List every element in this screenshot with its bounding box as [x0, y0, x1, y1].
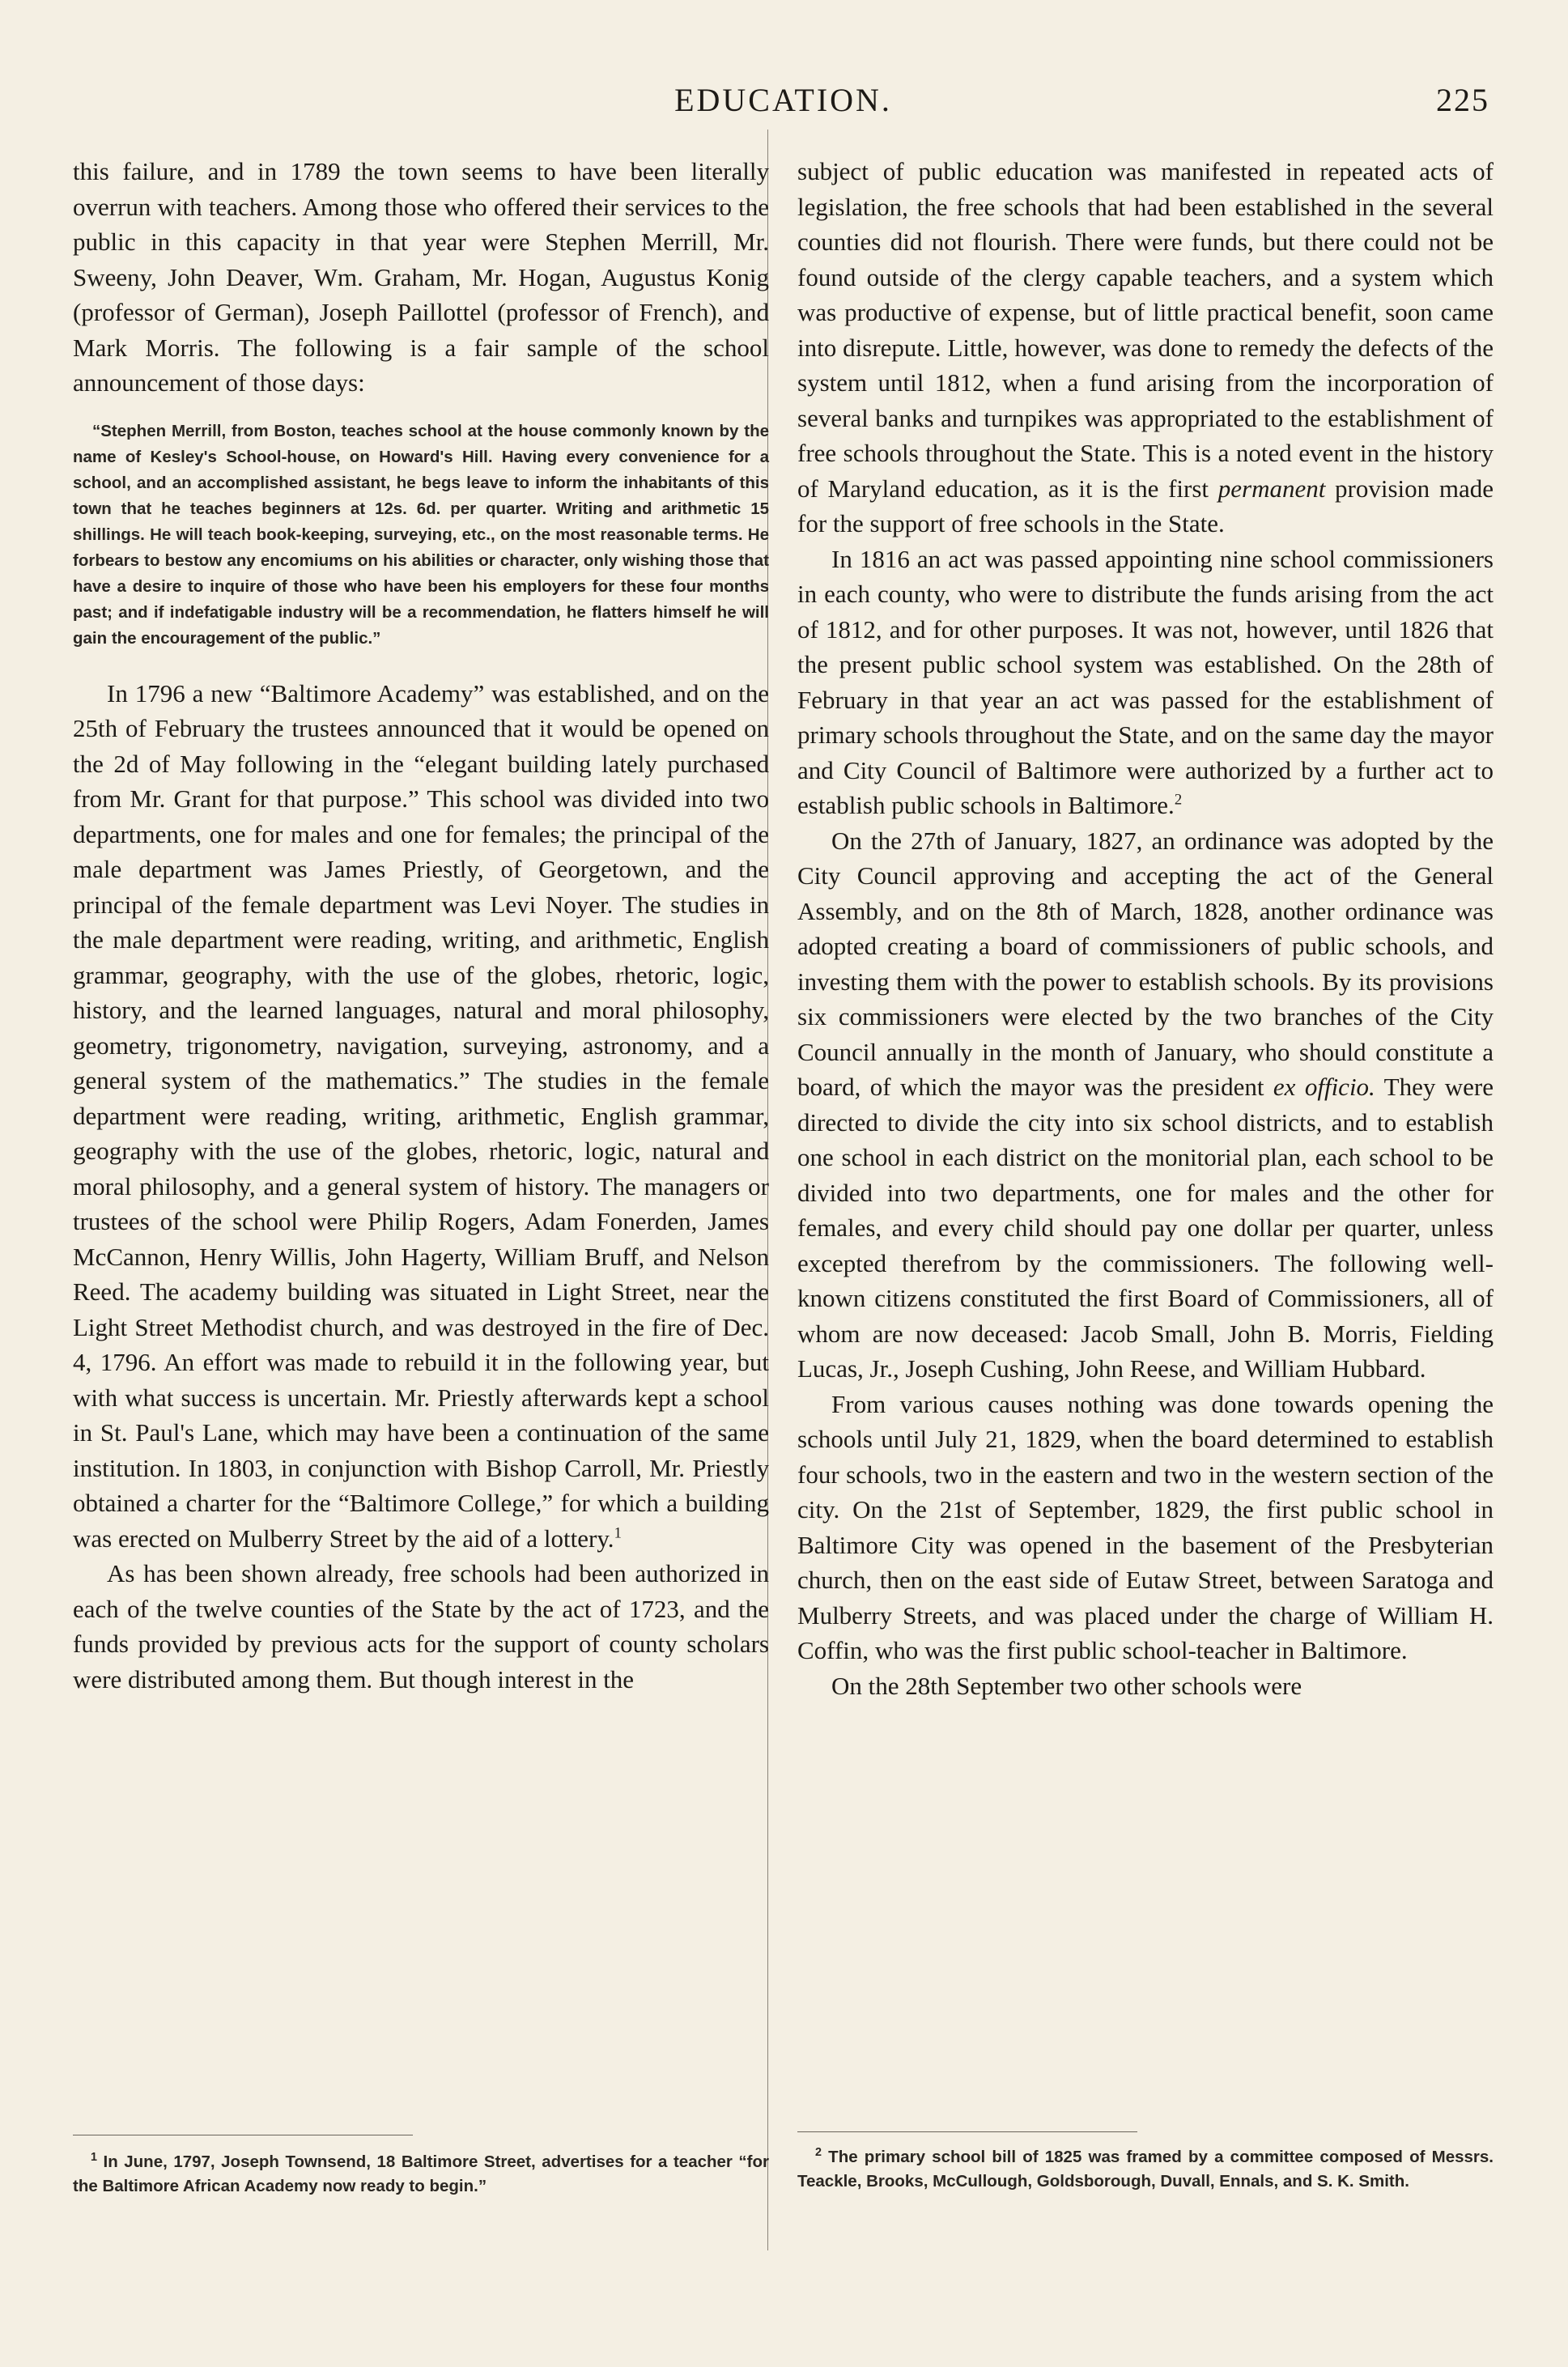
paragraph-other-schools: On the 28th September two other schools were: [831, 1671, 1302, 1700]
paragraph-free-schools: As has been shown already, free schools had been authorized in each of the twelve counties of the State by the act of 1723, and the funds provided by previous acts for the support of county scholars were distributed among them. But though interest in the: [73, 1559, 769, 1693]
footnote-text: In June, 1797, Joseph Townsend, 18 Baltimore Street, advertises for a teacher “for the Baltimore African Academy now ready to begin.”: [73, 2152, 769, 2195]
quoted-announcement: “Stephen Merrill, from Boston, teaches school at the house commonly known by the name of Kesley's School-house, on Howard's Hill. Having every convenience for a school, and an accomplished assistant, he begs leave to inform the inhabitants of this town that he teaches beginners at 12s. 6d. per quarter. Writing and arithmetic 15 shillings. He will teach book-keeping, surveying, etc., on the most reasonable terms. He forbears to bestow any encomiums on his abilities or character, only wishing those that have a desire to inquire of those who have been his employers for these four months past; and if indefatigable industry will be a recommendation, he flatters himself he will gain the encouragement of the public.”: [73, 421, 769, 648]
paragraph-text-end: provision made for the support of free schools in the State.: [797, 474, 1494, 538]
paragraph-first-school: From various causes nothing was done towards opening the schools until July 21, 1829, when the board determined to establish four schools, two in the eastern and two in the western section of the city. On the 21st of September, 1829, the first public school in Baltimore City was opened in the basement of the Presbyterian church, then on the east side of Eutaw Street, between Saratoga and Mulberry Streets, and was placed under the charge of William H. Coffin, who was the first public school-teacher in Baltimore.: [797, 1389, 1494, 1664]
paragraph-text: subject of public education was manifested in repeated acts of legislation, the free schools that had been established in the several counties did not flourish. There were funds, but there could not be found outside of the clergy capable teachers, and a system which was productive of expense, but of little practical benefit, soon came into disrepute. Little, however, was done to remedy the defects of the system until 1812, when a fund arising from the incorporation of several banks and turnpikes was appropriated to the establishment of free schools throughout the State. This is a noted event in the history of Maryland education, as it is the first: [797, 157, 1494, 503]
emphasis-text: permanent: [1217, 474, 1326, 503]
page-number: 225: [1436, 82, 1489, 118]
footnote-reference: 1: [614, 1524, 622, 1542]
running-title: EDUCATION.: [674, 82, 892, 118]
footnote-text: The primary school bill of 1825 was framed by a committee composed of Messrs. Teackle, Brooks, McCullough, Goldsborough, Duvall, Ennals, and S. K. Smith.: [797, 2148, 1494, 2191]
paragraph-continued: this failure, and in 1789 the town seems to have been literally overrun with teachers. Among those who offered their services to the public in this capacity in that year were Stephen Merrill, Mr. Sweeny, John Deaver, Wm. Graham, Mr. Hogan, Augustus Konig (professor of German), Joseph Paillottel (professor of French), and Mark Morris. The following is a fair sample of the school announcement of those days:: [73, 157, 769, 397]
paragraph-baltimore-academy: [73, 676, 769, 1557]
footnote-mark: 1: [91, 2151, 97, 2165]
paragraph-text: On the 27th of January, 1827, an ordinance was adopted by the City Council approving and accepting the act of the General Assembly, and on the 8th of March, 1828, another ordinance was adopted creating a board of commissioners of public schools, and investing them with the power to establish schools. By its provisions six commissioners were elected by the two branches of the City Council annually in the month of January, who should constitute a board, of which the mayor was the president: [797, 826, 1494, 1101]
left-column: [73, 154, 769, 1697]
footnote-mark: 2: [815, 2146, 822, 2160]
footnote-reference: 2: [1174, 791, 1183, 809]
paragraph-1816-act: [797, 542, 1494, 823]
paragraph-1827-ordinance: [797, 823, 1494, 1387]
paragraph-public-education: [797, 154, 1494, 542]
running-head: [77, 74, 1489, 123]
right-column: [797, 154, 1494, 1703]
paragraph-text-end: They were directed to divide the city into six school districts, and to establish one school in each district on the monitorial plan, each school to be divided into two departments, one for males and the other for females, and every child should pay one dollar per quarter, unless excepted therefrom by the commissioners. The following well-known citizens constituted the first Board of Commissioners, all of whom are now deceased: Jacob Small, John B. Morris, Fielding Lucas, Jr., Joseph Cushing, John Reese, and William Hubbard.: [797, 1073, 1494, 1383]
footnote-2: [797, 2145, 1494, 2194]
emphasis-text: ex officio.: [1273, 1073, 1375, 1101]
paragraph-text: In 1796 a new “Baltimore Academy” was established, and on the 25th of February the trustees announced that it would be opened on the 2d of May following in the “elegant building lately purchased from Mr. Grant for that purpose.” This school was divided into two departments, one for males and one for females; the principal of the male department was James Priestly, of Georgetown, and the principal of the female department was Levi Noyer. The studies in the male department were reading, writing, and arithmetic, English grammar, geography, with the use of the globes, rhetoric, logic, history, and the learned languages, natural and moral philosophy, geometry, trigonometry, navigation, surveying, astronomy, and a general system of the mathematics.” The studies in the female department were reading, writing, arithmetic, English grammar, geography with the use of the globes, rhetoric, logic, natural and moral philosophy, and a general system of history. The managers or trustees of the school were Philip Rogers, Adam Fonerden, James McCannon, Henry Willis, John Hagerty, William Bruff, and Nelson Reed. The academy building was situated in Light Street, near the Light Street Methodist church, and was destroyed in the fire of Dec. 4, 1796. An effort was made to rebuild it in the following year, but with what success is uncertain. Mr. Priestly afterwards kept a school in St. Paul's Lane, which may have been a continuation of the same institution. In 1803, in conjunction with Bishop Carroll, Mr. Priestly obtained a charter for the “Baltimore College,” for which a building was erected on Mulberry Street by the aid of a lottery.: [73, 678, 769, 1553]
paragraph-text: In 1816 an act was passed appointing nine school commissioners in each county, who were to distribute the funds arising from the act of 1812, and for other purposes. It was not, however, until 1826 that the present public school system was established. On the 28th of February in that year an act was passed for the establishment of primary schools throughout the State, and on the same day the mayor and City Council of Baltimore were authorized by a further act to establish public schools in Baltimore.: [797, 544, 1494, 819]
footnote-1: [73, 2150, 769, 2199]
footnote-rule: [797, 2131, 1137, 2132]
